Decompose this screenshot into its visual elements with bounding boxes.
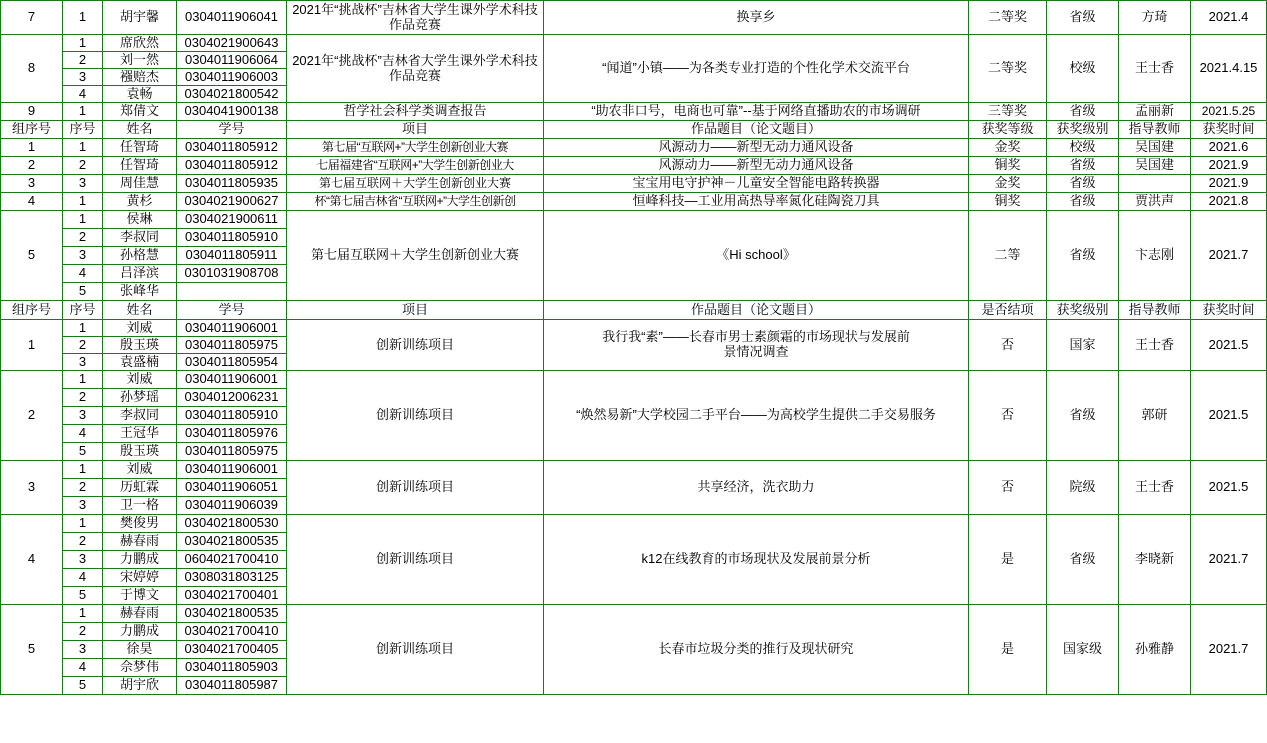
group-no: 4 — [1, 193, 63, 211]
student-id: 0304011906001 — [177, 461, 287, 479]
header-name: 姓名 — [103, 301, 177, 320]
award-rank: 国家级 — [1047, 605, 1119, 695]
award-date: 2021.9 — [1191, 157, 1267, 175]
group-no: 2 — [1, 157, 63, 175]
is-closed: 否 — [969, 371, 1047, 461]
award-level: 三等奖 — [969, 103, 1047, 121]
advisor: 卞志刚 — [1119, 211, 1191, 301]
award-rank: 省级 — [1047, 371, 1119, 461]
table-row — [1, 35, 1267, 52]
seq-no: 4 — [63, 569, 103, 587]
student-id: 0304012006231 — [177, 389, 287, 407]
student-id: 0304011805912 — [177, 139, 287, 157]
seq-no: 3 — [63, 407, 103, 425]
award-rank: 省级 — [1047, 193, 1119, 211]
header-student-id: 学号 — [177, 121, 287, 139]
award-date: 2021.7 — [1191, 211, 1267, 301]
seq-no: 2 — [63, 52, 103, 69]
student-id: 0304011906051 — [177, 479, 287, 497]
student-id: 0304011805911 — [177, 247, 287, 265]
work-title: “闻道”小镇——为各类专业打造的个性化学术交流平台 — [544, 35, 969, 103]
project: 创新训练项目 — [287, 461, 544, 515]
group-no: 1 — [1, 139, 63, 157]
header-award-date: 获奖时间 — [1191, 301, 1267, 320]
student-id: 0304011906001 — [177, 320, 287, 337]
member-name: 李叔同 — [103, 407, 177, 425]
seq-no: 5 — [63, 283, 103, 301]
group-no: 3 — [1, 175, 63, 193]
student-id: 0304011805912 — [177, 157, 287, 175]
award-rank: 省级 — [1047, 1, 1119, 35]
project: 创新训练项目 — [287, 371, 544, 461]
seq-no: 3 — [63, 641, 103, 659]
group-no: 4 — [1, 515, 63, 605]
table-header-row — [1, 301, 1267, 320]
award-level: 金奖 — [969, 139, 1047, 157]
award-rank: 校级 — [1047, 139, 1119, 157]
student-id: 0304011805910 — [177, 407, 287, 425]
seq-no: 5 — [63, 677, 103, 695]
work-title: 宝宝用电守护神－儿童安全智能电路转换器 — [544, 175, 969, 193]
header-seq-no: 序号 — [63, 301, 103, 320]
member-name: 徐昊 — [103, 641, 177, 659]
member-name: 殷玉瑛 — [103, 443, 177, 461]
work-title: “助农非口号，电商也可靠”--基于网络直播助农的市场调研 — [544, 103, 969, 121]
seq-no: 3 — [63, 247, 103, 265]
advisor: 李晓新 — [1119, 515, 1191, 605]
table-header-row — [1, 121, 1267, 139]
table-row — [1, 605, 1267, 623]
award-date: 2021.6 — [1191, 139, 1267, 157]
seq-no: 4 — [63, 86, 103, 103]
header-award-date: 获奖时间 — [1191, 121, 1267, 139]
group-no: 9 — [1, 103, 63, 121]
member-name: 刘威 — [103, 461, 177, 479]
seq-no: 2 — [63, 623, 103, 641]
table-row — [1, 211, 1267, 229]
award-level: 铜奖 — [969, 157, 1047, 175]
advisor: 郭研 — [1119, 371, 1191, 461]
member-name: 刘威 — [103, 371, 177, 389]
member-name: 任智琦 — [103, 157, 177, 175]
seq-no: 1 — [63, 320, 103, 337]
member-name: 郑倩文 — [103, 103, 177, 121]
award-rank: 省级 — [1047, 157, 1119, 175]
student-id — [177, 283, 287, 301]
table-row — [1, 157, 1267, 175]
seq-no: 2 — [63, 157, 103, 175]
is-closed: 否 — [969, 461, 1047, 515]
award-rank: 省级 — [1047, 515, 1119, 605]
student-id: 0304021800530 — [177, 515, 287, 533]
member-name: 张峰华 — [103, 283, 177, 301]
seq-no: 1 — [63, 515, 103, 533]
header-group-no: 组序号 — [1, 121, 63, 139]
header-work-title: 作品题目（论文题目） — [544, 301, 969, 320]
award-date: 2021.5 — [1191, 371, 1267, 461]
advisor: 孟丽新 — [1119, 103, 1191, 121]
header-name: 姓名 — [103, 121, 177, 139]
student-id: 0304021900611 — [177, 211, 287, 229]
seq-no: 1 — [63, 605, 103, 623]
group-no: 5 — [1, 605, 63, 695]
award-date: 2021.5.25 — [1191, 103, 1267, 121]
project: 第七届“互联网+”大学生创新创业大赛 — [287, 139, 544, 157]
work-title: 换享乡 — [544, 1, 969, 35]
seq-no: 1 — [63, 461, 103, 479]
advisor: 王士香 — [1119, 461, 1191, 515]
student-id: 0304011906039 — [177, 497, 287, 515]
student-id: 0604021700410 — [177, 551, 287, 569]
header-award-level: 获奖等级 — [969, 121, 1047, 139]
seq-no: 1 — [63, 35, 103, 52]
award-level: 二等奖 — [969, 35, 1047, 103]
work-title: 《Hi school》 — [544, 211, 969, 301]
award-date: 2021.7 — [1191, 515, 1267, 605]
table-row — [1, 320, 1267, 337]
award-rank: 省级 — [1047, 103, 1119, 121]
advisor: 吴国建 — [1119, 139, 1191, 157]
table-row — [1, 515, 1267, 533]
award-level: 金奖 — [969, 175, 1047, 193]
award-rank: 省级 — [1047, 211, 1119, 301]
student-id: 0304021700405 — [177, 641, 287, 659]
student-id: 0304021700410 — [177, 623, 287, 641]
seq-no: 1 — [63, 139, 103, 157]
award-level: 二等奖 — [969, 1, 1047, 35]
table-row — [1, 461, 1267, 479]
member-name: 力鹏成 — [103, 623, 177, 641]
member-name: 黄杉 — [103, 193, 177, 211]
member-name: 樊俊男 — [103, 515, 177, 533]
student-id: 0304011805903 — [177, 659, 287, 677]
advisor: 吴国建 — [1119, 157, 1191, 175]
seq-no: 1 — [63, 211, 103, 229]
seq-no: 3 — [63, 497, 103, 515]
member-name: 吕泽滨 — [103, 265, 177, 283]
work-title: 长春市垃圾分类的推行及现状研究 — [544, 605, 969, 695]
award-level: 铜奖 — [969, 193, 1047, 211]
award-level: 二等 — [969, 211, 1047, 301]
advisor: 孙雅静 — [1119, 605, 1191, 695]
award-date: 2021.7 — [1191, 605, 1267, 695]
student-id: 0304011805975 — [177, 443, 287, 461]
student-id: 0304011805987 — [177, 677, 287, 695]
advisor: 方琦 — [1119, 1, 1191, 35]
header-is-closed: 是否结项 — [969, 301, 1047, 320]
member-name: 胡宇欣 — [103, 677, 177, 695]
member-name: 赫春雨 — [103, 533, 177, 551]
seq-no: 4 — [63, 425, 103, 443]
student-id: 0304021900627 — [177, 193, 287, 211]
student-id: 0304011906001 — [177, 371, 287, 389]
award-date: 2021.4 — [1191, 1, 1267, 35]
member-name: 袁畅 — [103, 86, 177, 103]
member-name: 赫春雨 — [103, 605, 177, 623]
seq-no: 1 — [63, 371, 103, 389]
award-rank: 校级 — [1047, 35, 1119, 103]
seq-no: 2 — [63, 389, 103, 407]
advisor: 王士香 — [1119, 320, 1191, 371]
member-name: 襁赔杰 — [103, 69, 177, 86]
project: 2021年“挑战杯”吉林省大学生课外学术科技作品竞赛 — [287, 1, 544, 35]
seq-no: 2 — [63, 229, 103, 247]
student-id: 0304021800535 — [177, 533, 287, 551]
table-row — [1, 175, 1267, 193]
student-id: 0304011906064 — [177, 52, 287, 69]
header-project: 项目 — [287, 121, 544, 139]
project: 哲学社会科学类调查报告 — [287, 103, 544, 121]
seq-no: 5 — [63, 443, 103, 461]
seq-no: 4 — [63, 265, 103, 283]
student-id: 0304011906041 — [177, 1, 287, 35]
member-name: 于博文 — [103, 587, 177, 605]
member-name: 孙格慧 — [103, 247, 177, 265]
project: 第七届互联网＋大学生创新创业大赛 — [287, 175, 544, 193]
project: 杯“第七届吉林省“互联网+”大学生创新创 — [287, 193, 544, 211]
advisor — [1119, 175, 1191, 193]
member-name: 佘梦伟 — [103, 659, 177, 677]
award-date: 2021.9 — [1191, 175, 1267, 193]
seq-no: 5 — [63, 587, 103, 605]
member-name: 力鹏成 — [103, 551, 177, 569]
member-name: 刘威 — [103, 320, 177, 337]
student-id: 0304011805954 — [177, 354, 287, 371]
member-name: 历虹霖 — [103, 479, 177, 497]
project: 2021年“挑战杯”吉林省大学生课外学术科技作品竞赛 — [287, 35, 544, 103]
student-id: 0304011906003 — [177, 69, 287, 86]
member-name: 任智琦 — [103, 139, 177, 157]
project: 创新训练项目 — [287, 515, 544, 605]
is-closed: 是 — [969, 605, 1047, 695]
student-id: 0304011805910 — [177, 229, 287, 247]
student-id: 0304011805976 — [177, 425, 287, 443]
table-row — [1, 371, 1267, 389]
header-advisor: 指导教师 — [1119, 301, 1191, 320]
table-row — [1, 193, 1267, 211]
seq-no: 2 — [63, 337, 103, 354]
student-id: 0304011805935 — [177, 175, 287, 193]
award-rank: 省级 — [1047, 175, 1119, 193]
header-work-title: 作品题目（论文题目） — [544, 121, 969, 139]
award-rank: 院级 — [1047, 461, 1119, 515]
work-title: 风源动力——新型无动力通风设备 — [544, 139, 969, 157]
student-id: 0304011805975 — [177, 337, 287, 354]
member-name: 孙梦瑶 — [103, 389, 177, 407]
student-id: 0308031803125 — [177, 569, 287, 587]
work-title: 我行我“素”——长春市男士素颜霜的市场现状与发展前景情况调查 — [544, 320, 969, 371]
seq-no: 3 — [63, 69, 103, 86]
work-title: 共享经济，洗衣助力 — [544, 461, 969, 515]
table-row — [1, 139, 1267, 157]
work-title: k12在线教育的市场现状及发展前景分析 — [544, 515, 969, 605]
seq-no: 3 — [63, 551, 103, 569]
header-seq-no: 序号 — [63, 121, 103, 139]
header-award-rank: 获奖级别 — [1047, 301, 1119, 320]
seq-no: 4 — [63, 659, 103, 677]
header-advisor: 指导教师 — [1119, 121, 1191, 139]
member-name: 卫一格 — [103, 497, 177, 515]
member-name: 王冠华 — [103, 425, 177, 443]
award-date: 2021.5 — [1191, 461, 1267, 515]
seq-no: 2 — [63, 479, 103, 497]
member-name: 李叔同 — [103, 229, 177, 247]
member-name: 宋婷婷 — [103, 569, 177, 587]
table-row — [1, 1, 1267, 35]
is-closed: 否 — [969, 320, 1047, 371]
student-id: 0304041900138 — [177, 103, 287, 121]
header-student-id: 学号 — [177, 301, 287, 320]
member-name: 袁盛楠 — [103, 354, 177, 371]
group-no: 7 — [1, 1, 63, 35]
member-name: 席欣然 — [103, 35, 177, 52]
member-name: 侯琳 — [103, 211, 177, 229]
advisor: 王士香 — [1119, 35, 1191, 103]
award-date: 2021.4.15 — [1191, 35, 1267, 103]
work-title: 风源动力——新型无动力通风设备 — [544, 157, 969, 175]
student-id: 0304021700401 — [177, 587, 287, 605]
member-name: 刘一然 — [103, 52, 177, 69]
seq-no: 3 — [63, 175, 103, 193]
member-name: 殷玉瑛 — [103, 337, 177, 354]
member-name: 周佳慧 — [103, 175, 177, 193]
header-award-rank: 获奖级别 — [1047, 121, 1119, 139]
seq-no: 3 — [63, 354, 103, 371]
student-id: 0301031908708 — [177, 265, 287, 283]
seq-no: 1 — [63, 103, 103, 121]
award-rank: 国家 — [1047, 320, 1119, 371]
seq-no: 1 — [63, 193, 103, 211]
is-closed: 是 — [969, 515, 1047, 605]
award-date: 2021.8 — [1191, 193, 1267, 211]
group-no: 2 — [1, 371, 63, 461]
student-id: 0304021900643 — [177, 35, 287, 52]
seq-no: 2 — [63, 533, 103, 551]
project: 创新训练项目 — [287, 605, 544, 695]
header-project: 项目 — [287, 301, 544, 320]
work-title: 恒峰科技—工业用高热导率氮化硅陶瓷刀具 — [544, 193, 969, 211]
advisor: 贾洪声 — [1119, 193, 1191, 211]
award-date: 2021.5 — [1191, 320, 1267, 371]
project: 创新训练项目 — [287, 320, 544, 371]
group-no: 3 — [1, 461, 63, 515]
group-no: 8 — [1, 35, 63, 103]
group-no: 5 — [1, 211, 63, 301]
project: 第七届互联网＋大学生创新创业大赛 — [287, 211, 544, 301]
student-id: 0304021800542 — [177, 86, 287, 103]
table-row — [1, 103, 1267, 121]
project: 七届福建省“互联网+”大学生创新创业大 — [287, 157, 544, 175]
member-name: 胡宇馨 — [103, 1, 177, 35]
seq-no: 1 — [63, 1, 103, 35]
student-id: 0304021800535 — [177, 605, 287, 623]
work-title: “焕然易新”大学校园二手平台——为高校学生提供二手交易服务 — [544, 371, 969, 461]
header-group-no: 组序号 — [1, 301, 63, 320]
group-no: 1 — [1, 320, 63, 371]
